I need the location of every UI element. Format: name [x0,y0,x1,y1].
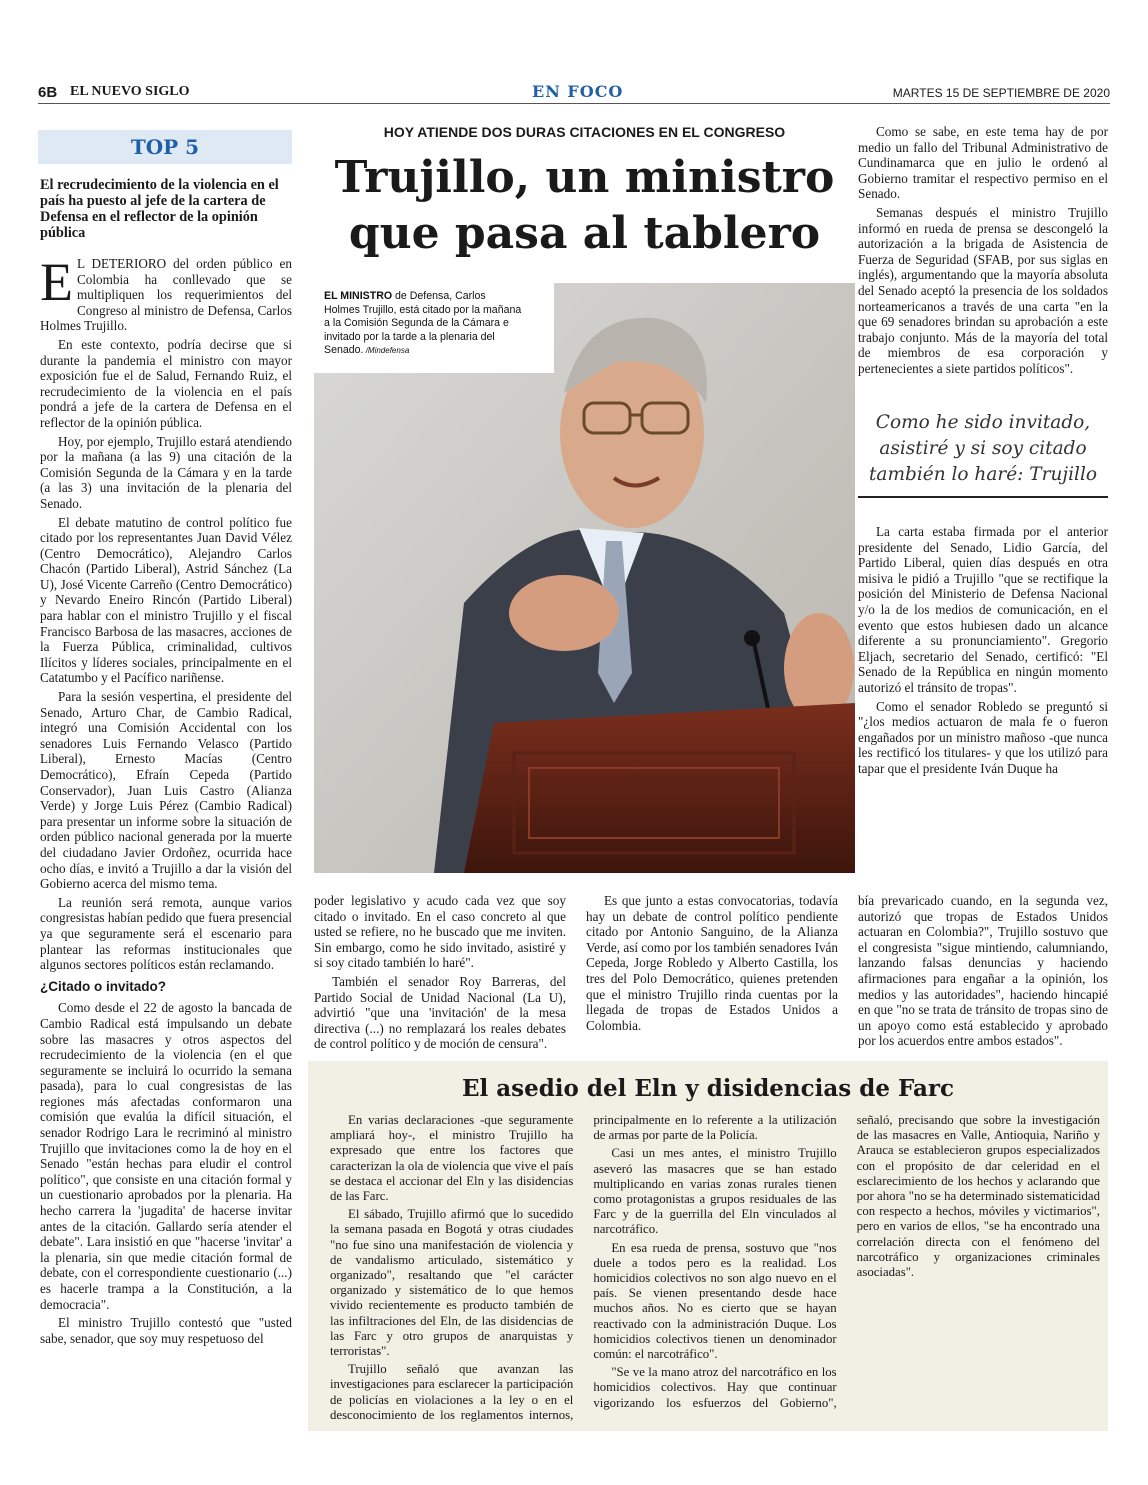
masthead: EL NUEVO SIGLO [70,84,190,99]
sidebar-box [308,1061,1108,1431]
section-label: EN FOCO [532,82,624,101]
subhead: ¿Citado o invitado? [40,978,166,994]
top5-box [38,130,292,164]
header-rule [38,103,1110,104]
pull-quote: Como he sido invitado, asistiré y si soy citado también lo haré: Trujillo [858,410,1108,498]
page-number: 6B [38,84,58,101]
column-1: E L DETERIORO del orden público en Colombia ha conllevado que se multipliquen los requerimientos del Congreso al ministro de Defensa, Carlos Holmes Trujillo. En este contexto, podría decirse que si durante la pandemia el ministro con mayor exposición fue el de Salud, Fernando Ruiz, el recrudecimiento de la violencia en el país pondrá a jefe de la cartera de Defensa en el reflector de la opinión pública. Hoy, por ejemplo, Trujillo estará atendiendo por la mañana (a las 9) una citación de la Comisión Segunda de la Cámara y en la tarde (a las 3) una invitación de la plenaria del Senado. El debate matutino de control político fue citado por los representantes Juan David Vélez (Centro Democrático), Alejandro Carlos Chacón (Partido Liberal), Astrid Sánchez (La U), José Vicente Carreño (Centro Democrático) y Nevardo Eneiro Rincón (Partido Liberal) para hablar con el ministro Trujillo y el fiscal Francisco Barbosa de las masacres, acciones de la Fuerza Pública, criminalidad, cultivos Ilícitos y líderes sociales, principalmente en el Catatumbo y el Pacífico nariñense. Para la sesión vespertina, el presidente del Senado, Arturo Char, de Cambio Radical, integró una Comisión Accidental con los senadores Luis Fernando Velasco (Partido Liberal), Ernesto Macías (Centro Democrático), Efraín Cepeda (Partido Conservador), Juan Luis Castro (Alianza Verde) y Jorge Luis Pérez (Cambio Radical) para presentar un informe sobre la situación de orden público nacional generada por la muerte del ciudadano Javier Ordoñez, ocurrida hace ocho días, e invitó a Trujillo a dar la visión del Gobierno acerca del mismo tema. La reunión será remota, aunque varios congresistas habían pedido que fuera presencial ya que seguramente será el escenario para plantear las reformas institucionales que algunos sectores políticos están reclamando. ¿Citado o invitado? Como desde el 22 de agosto la bancada de Cambio Radical está impulsando un debate sobre las masacres y otros aspectos del recrudecimiento de la violencia (en el que seguramente se incluirá lo ocurrido la semana pasada), para lo cual congresistas de las regiones más afectadas conformaron una comisión que evalúa la difícil situación, el senador Rodrigo Lara le recriminó al ministro Trujillo que invitaciones como la de hoy en el Senado "están hechas para eludir el control político", que consiste en una citación formal y un cuestionario aprobados por la plenaria. Ha hecho carrera la 'jugadita' de hacerse invitar antes de la citación. Gallardo sería atender el debate". Lara insistió en que "hacerse 'invitar' a la plenaria, sin que medie citación formal de debate, con el correspondiente cuestionario (...) es hacerle trampa a la Constitución, a la democracia". El ministro Trujillo contestó que "usted sabe, senador, que soy muy respetuoso del [40,252,292,1346]
minister-photo [314,283,855,873]
column-4-bottom: bía prevaricado cuando, en la segunda vez, autorizó que tropas de Estados Unidos actuaran en Colombia?", Trujillo sostuvo que el congresista "sigue mintiendo, calumniando, lanzando falsas denuncias y haciendo afirmaciones para engañar a la opinión, los medios y las autoridades", haciendo hincapié en que "no se trata de tránsito de tropas sino de un apoyo como está establecido y aprobado por los acuerdos entre ambos estados". [858,893,1108,1049]
headline [314,150,855,262]
headline-line-2: que pasa al tablero [348,208,821,259]
drop-cap: E [40,252,73,312]
top5-label: TOP 5 [130,135,200,159]
column-2: poder legislativo y acudo cada vez que soy citado o invitado. En el caso concreto al que usted se refiere, no he buscado que me inviten. Sin embargo, como he sido invitado, asistiré y si soy citado también lo haré". También el senador Roy Barreras, del Partido Social de Unidad Nacional (La U), advirtió "que una 'invitación' de la mesa directiva (...) no remplazará los reales debates de control político y de moción de censura". [314,893,566,1052]
column-4-middle: La carta estaba firmada por el anterior presidente del Senado, Lidio García, del Partido Liberal, quien días después en otra misiva le pidió a Trujillo "que se rectifique la posición del Ministerio de Defensa Nacional y/o la de los medios de comunicación, en el evento que estos hubiesen dado un alcance diferente a su pronunciamiento". Gregorio Eljach, secretario del Senado, certificó: "El Senado de la República en ningún momento autorizó el tránsito de tropas". Como el senador Robledo se preguntó si "¿los medios actuaron de mala fe o fueron engañados por un ministro mañoso -que nunca les rectificó los titulares- y que los utilizó para tapar que el presidente Iván Duque ha [858,524,1108,776]
top5-lead: El recrudecimiento de la violencia en el país ha puesto al jefe de la cartera de Defensa en el reflector de la opinión pública [40,177,279,241]
column-4-top: Como se sabe, en este tema hay de por medio un fallo del Tribunal Administrativo de Cundinamarca que en julio le ordenó al Gobierno tramitar el respectivo permiso en el Senado. Semanas después el ministro Trujillo informó en rueda de prensa se descongeló la autorización a la brigada de Asistencia de Fuerza de Seguridad (SFAB, por sus siglas en inglés), argumentando que la mayoría absoluta del Senado aceptó la presencia de los soldados norteamericanos a través de una carta "en la que 69 senadores brindan su aprobación a este trabajo conjunto. Más de la mayoría del total de miembros de esa corporación y pertenecientes a siete partidos políticos". [858,124,1108,376]
column-3: Es que junto a estas convocatorias, todavía hay un debate de control político pendiente citado por Antonio Sanguino, de la Alianza Verde, así como por los también senadores Iván Cepeda, Jorge Robledo y Alberto Castilla, los tres del Polo Democrático, quienes pretenden que el ministro Trujillo rinda cuentas por la llegada de tropas de Estados Unidos a Colombia. [586,893,838,1033]
issue-date: MARTES 15 DE SEPTIEMBRE DE 2020 [892,86,1110,100]
headline-line-1: Trujillo, un ministro [334,152,835,203]
photo-illustration [314,283,855,873]
kicker: HOY ATIENDE DOS DURAS CITACIONES EN EL CONGRESO [383,124,786,140]
sidebar-title: El asedio del Eln y disidencias de Farc [461,1075,955,1102]
photo-caption: EL MINISTRO de Defensa, Carlos Holmes Trujillo, está citado por la mañana a la Comisión Segunda de la Cámara e invitado por la tarde a la plenaria del Senado. /Mindefensa [324,290,522,357]
sidebar-columns: En varias declaraciones -que seguramente ampliará hoy-, el ministro Trujillo ha expresado que entre los factores que caracterizan la ola de violencia que vive el país se destaca el accionar del Eln y las disidencias de las Farc. El sábado, Trujillo afirmó que lo sucedido la semana pasada en Bogotá y otras ciudades "no fue sino una manifestación de violencia y de vandalismo articulado, sistemático y organizado", resaltando que "el carácter organizado y sistemático de lo que hemos vivido recientemente es producto también de las infiltraciones del Eln, de las disidencias de las Farc y otro grupos de anarquistas y terroristas". Trujillo señaló que avanzan las investigaciones para esclarecer la participación de policías en violaciones a la ley o en el desconocimiento de los reglamentos internos, principalmente en lo referente a la utilización de armas por parte de la Policía. Casi un mes antes, el ministro Trujillo aseveró las masacres que se han estado multiplicando en varias zonas rurales tienen como protagonistas a grupos residuales de las Farc y de la guerrilla del Eln vinculados al narcotráfico. En esa rueda de prensa, sostuvo que "nos duele a todos pero es la realidad. Los homicidios colectivos no son algo nuevo en el país. Se vienen presentando desde hace muchos años. No es cierto que se hayan reactivado con la administración Duque. Los homicidios colectivos tienen un denominador común: el narcotráfico". "Se ve la mano atroz del narcotráfico en los homicidios colectivos. Hay que continuar vigorizando los esfuerzos del Gobierno", señaló, precisando que sobre la investigación de las masacres en Valle, Antioquia, Nariño y Arauca se establecieron grupos especializados con el propósito de dar celeridad en el esclarecimiento de los hechos y aclarando que por ahora "no se ha determinado sistematicidad con respecto a hechos, móviles y victimarios", pero en varios de ellos, "se ha encontrado una correlación directa con el fenómeno del narcotráfico y organizaciones criminales asociadas". [330,1113,1100,1422]
